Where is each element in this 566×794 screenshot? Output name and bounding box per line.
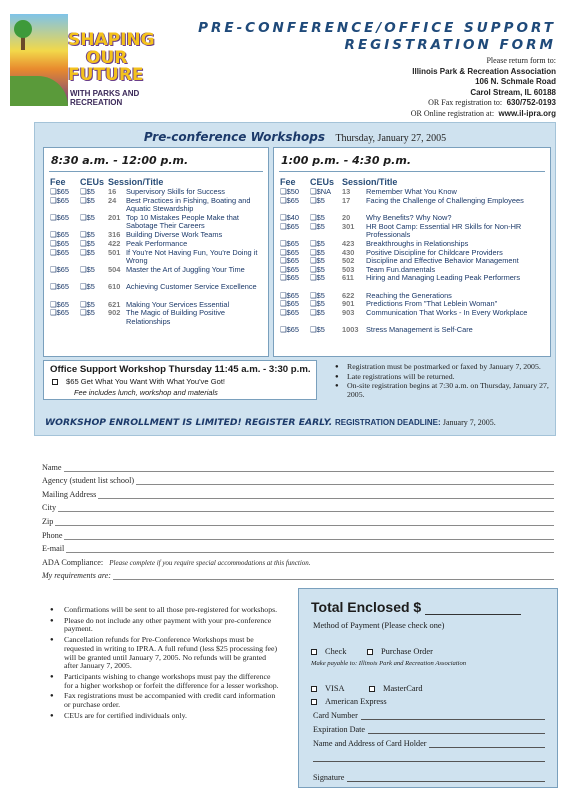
session-row [50,214,264,231]
signature-field[interactable] [313,773,545,782]
session-row [280,309,546,326]
requirements-line[interactable] [113,571,554,580]
session-number: 622 [342,290,355,300]
logo-tree-trunk [21,36,25,50]
form-title-line-1: PRE-CONFERENCE/OFFICE SUPPORT [198,20,556,36]
policy-item: ● Fax registrations must be accompanied with credit card information or purchase order. [48,692,280,709]
ada-field [42,553,554,567]
ceu-checkbox[interactable]: ❑$5 [310,299,325,309]
policy-item: ● CEUs are for certified individuals only. [48,712,280,721]
fee-checkbox[interactable]: ❑$65 [50,195,69,205]
visa-option[interactable] [311,684,345,693]
agency-label: Agency (student list school) [42,476,135,486]
session-title: Positive Discipline for Childcare Providers [366,247,503,257]
workshops-date: Thursday, January 27, 2005 [335,133,447,144]
card-number-field[interactable] [313,711,545,720]
fee-checkbox[interactable]: ❑$65 [280,247,299,257]
logo-word-2: OUR [86,48,128,68]
ceu-checkbox[interactable]: ❑$5 [310,212,325,222]
office-checkbox[interactable] [52,379,58,385]
session-number: 422 [108,238,121,248]
session-number: 903 [342,307,355,317]
session-number: 24 [108,195,117,205]
session-title: If You're Not Having Fun, You're Doing it Wrong [126,247,258,265]
afternoon-time: 1:00 p.m. - 4:30 p.m. [281,154,411,167]
ceu-checkbox[interactable]: ❑$5 [310,256,325,266]
expiration-label: Expiration Date [313,725,366,734]
tree-icon [14,20,32,38]
session-number: 16 [108,187,117,196]
online-url[interactable]: www.il-ipra.org [498,108,556,118]
session-row [280,274,546,291]
signature-label: Signature [313,773,345,782]
session-title: Why Benefits? Why Now? [366,212,452,222]
ceu-checkbox[interactable]: ❑$5 [80,308,95,318]
fee-checkbox[interactable]: ❑$65 [50,264,69,274]
session-number: 502 [342,256,355,266]
mastercard-label: MasterCard [383,684,423,693]
session-number: 1003 [342,325,359,335]
expiration-line[interactable] [368,725,545,734]
city-line[interactable] [58,503,554,512]
ceu-checkbox[interactable]: ❑$5 [80,230,95,240]
phone-field[interactable] [42,526,554,540]
session-number: 201 [108,212,121,222]
fee-checkbox[interactable]: ❑$65 [280,221,299,231]
amex-checkbox[interactable] [311,699,317,705]
total-amount-line[interactable] [425,603,521,615]
note-item: ● Registration must be postmarked or faxed by January 7, 2005. [333,363,553,372]
ada-note: Please complete if you require special accommodations at this function. [109,558,311,567]
visa-checkbox[interactable] [311,686,317,692]
col-fee: Fee [280,177,296,187]
policy-item: ● Please do not include any other payment with your pre-conference payment. [48,617,280,634]
fee-checkbox[interactable]: ❑$65 [280,264,299,274]
fee-checkbox[interactable]: ❑$65 [280,195,299,205]
mastercard-option[interactable] [369,684,423,693]
card-number-line[interactable] [361,711,545,720]
morning-session-list [50,188,264,326]
session-row [280,326,546,335]
session-title: Building Diverse Work Teams [126,230,223,240]
mastercard-checkbox[interactable] [369,686,375,692]
col-ceus: CEUs [310,177,335,187]
zip-label: Zip [42,516,54,526]
ceu-checkbox[interactable]: ❑$5 [80,282,95,292]
session-title: Remember What You Know [366,187,457,196]
fee-checkbox[interactable]: ❑$65 [50,247,69,257]
fee-checkbox[interactable]: ❑$50 [280,187,299,196]
payment-box [298,588,558,788]
ada-label: ADA Compliance: [42,557,104,567]
office-support-box [43,360,317,400]
logo-tagline: WITH PARKS AND RECREATION [70,89,140,107]
session-title: Predictions From "That Leblein Woman" [366,299,498,309]
deadline-label: REGISTRATION DEADLINE: [335,418,441,427]
fee-checkbox[interactable]: ❑$65 [50,212,69,222]
ceu-checkbox[interactable]: ❑$5 [80,264,95,274]
session-title: Best Practices in Fishing, Boating and Aquatic Stewardship [126,195,251,213]
workshop-panel-header [35,128,555,146]
fee-checkbox[interactable]: ❑$40 [280,212,299,222]
cardholder-label: Name and Address of Card Holder [313,739,427,748]
session-title: Peak Performance [126,238,188,248]
ceu-checkbox[interactable]: ❑$5 [310,195,325,205]
org-city: Carol Stream, IL 60188 [470,87,556,97]
office-line [52,377,225,386]
fee-checkbox[interactable]: ❑$65 [50,308,69,318]
session-title: Breakthroughs in Relationships [366,238,469,248]
session-title: Reaching the Generations [366,290,452,300]
org-name: Illinois Park & Recreation Association [412,66,556,76]
card-number-label: Card Number [313,711,358,720]
email-line[interactable] [66,544,554,553]
session-number: 501 [108,247,121,257]
session-number: 423 [342,238,355,248]
policy-item: ● Confirmations will be sent to all those pre-registered for workshops. [48,606,280,615]
check-label: Check [325,647,347,656]
po-option[interactable] [367,647,433,656]
session-number: 17 [342,195,351,205]
mailing-field[interactable] [42,485,554,499]
session-number: 610 [108,282,121,292]
session-row [50,309,264,326]
col-session: Session/Title [108,177,164,187]
email-field[interactable] [42,540,554,554]
ceu-checkbox[interactable]: ❑$NA [310,187,332,196]
fee-checkbox[interactable]: ❑$65 [280,256,299,266]
cardholder-address-line[interactable] [313,761,545,762]
amex-label: American Express [325,697,387,706]
phone-line[interactable] [64,531,554,540]
session-number: 503 [342,264,355,274]
logo-word-1: SHAPING [68,30,155,50]
col-session: Session/Title [342,177,398,187]
session-title: Stress Management is Self-Care [366,325,473,335]
ceu-checkbox[interactable]: ❑$5 [310,238,325,248]
fax-number: 630/752-0193 [506,98,556,107]
mailing-label: Mailing Address [42,489,97,499]
zip-line[interactable] [55,517,554,526]
check-checkbox[interactable] [311,649,317,655]
visa-label: VISA [325,684,345,693]
return-label: Please return form to: [486,56,556,65]
amex-option[interactable] [311,697,387,706]
ceu-checkbox[interactable]: ❑$5 [80,247,95,257]
signature-line[interactable] [347,773,545,782]
session-title: The Magic of Building Positive Relationships [126,308,226,326]
form-title [198,20,556,54]
office-includes: Fee includes lunch, workshop and materials [74,388,218,397]
session-number: 301 [342,221,355,231]
fee-checkbox[interactable]: ❑$65 [50,282,69,292]
ceu-checkbox[interactable]: ❑$5 [80,195,95,205]
afternoon-session-list [280,188,546,335]
form-title-line-2: REGISTRATION FORM [344,37,556,53]
session-title: Supervisory Skills for Success [126,187,225,196]
fee-checkbox[interactable]: ❑$65 [280,238,299,248]
registration-notes [333,363,553,400]
policy-bullets [48,606,280,722]
cardholder-field[interactable] [313,739,545,748]
ceu-checkbox[interactable]: ❑$5 [310,307,325,317]
session-row [50,266,264,283]
morning-time: 8:30 a.m. - 12:00 p.m. [51,154,189,167]
fee-checkbox[interactable]: ❑$65 [280,307,299,317]
agency-line[interactable] [136,476,554,485]
workshops-title: Pre-conference Workshops [143,130,325,144]
session-title: Communication That Works - In Every Workplace [366,307,528,317]
ceu-checkbox[interactable]: ❑$5 [310,325,325,335]
session-title: Master the Art of Juggling Your Time [126,264,245,274]
ceu-checkbox[interactable]: ❑$5 [310,273,325,283]
fee-checkbox[interactable]: ❑$65 [280,290,299,300]
agency-field[interactable] [42,472,554,486]
mailing-line[interactable] [98,490,554,499]
session-row [280,223,546,240]
ceu-checkbox[interactable]: ❑$5 [80,187,95,196]
office-title: $65 Get What You Want With What You've Got! [66,377,226,386]
online-label: OR Online registration at: [410,108,495,118]
ceu-checkbox[interactable]: ❑$5 [80,238,95,248]
session-title: Making Your Services Essential [126,299,230,309]
requirements-field[interactable] [42,567,554,581]
session-row [280,197,546,214]
fee-checkbox[interactable]: ❑$65 [280,299,299,309]
session-row [50,283,264,300]
city-label: City [42,503,57,513]
afternoon-session-box [273,147,551,357]
col-fee: Fee [50,177,66,187]
email-label: E-mail [42,544,65,554]
workshop-panel [34,122,556,436]
registration-deadline [335,418,496,427]
payment-method-label: Method of Payment (Please check one) [313,621,445,630]
session-row [50,249,264,266]
session-title: Top 10 Mistakes People Make that Sabotage Their Careers [126,212,239,231]
return-address [411,56,556,119]
fee-checkbox[interactable]: ❑$65 [50,230,69,240]
session-number: 901 [342,299,355,309]
phone-label: Phone [42,530,63,540]
name-label: Name [42,462,62,472]
online-line [411,109,556,120]
col-ceus: CEUs [80,177,105,187]
fee-checkbox[interactable]: ❑$65 [280,325,299,335]
name-line[interactable] [64,463,554,472]
session-number: 316 [108,230,121,240]
check-option[interactable] [311,647,346,656]
divider [49,171,263,172]
total-enclosed [311,599,521,615]
total-label: Total Enclosed $ [311,599,422,615]
cardholder-line[interactable] [429,739,545,748]
payable-note: Make payable to: Illinois Park and Recreation Association [311,660,467,667]
ceu-checkbox[interactable]: ❑$5 [310,221,325,231]
po-checkbox[interactable] [367,649,373,655]
deadline-date: January 7, 2005. [442,418,496,427]
fee-checkbox[interactable]: ❑$65 [50,238,69,248]
session-number: 611 [342,273,354,283]
name-field[interactable] [42,458,554,472]
ceu-checkbox[interactable]: ❑$5 [310,264,325,274]
policy-item: ● Cancellation refunds for Pre-Conference Workshops must be requested in writing to IPRA. A full refund (less $25 processing fee) will be granted until January 7, 2005. No refunds will be granted after January 7, 2005. [48,636,280,671]
note-item: ● Late registrations will be returned. [333,373,553,382]
fax-line [411,98,556,109]
session-title: Hiring and Managing Leading Peak Performers [366,273,521,283]
session-title: HR Boot Camp: Essential HR Skills for Non-HR Professionals [366,221,522,239]
session-title: Achieving Customer Service Excellence [126,282,257,292]
session-row [50,197,264,214]
session-number: 20 [342,212,351,222]
session-number: 430 [342,247,355,257]
ceu-checkbox[interactable]: ❑$5 [310,247,325,257]
ceu-checkbox[interactable]: ❑$5 [80,212,95,222]
note-item: ● On-site registration begins at 7:30 a.m. on Thursday, January 27, 2005. [333,382,553,399]
session-title: Team Fun.damentals [366,264,436,274]
session-number: 13 [342,187,351,196]
logo [10,14,166,106]
registrant-fields [42,458,554,580]
zip-field[interactable] [42,512,554,526]
ceu-checkbox[interactable]: ❑$5 [80,299,95,309]
fee-checkbox[interactable]: ❑$65 [50,299,69,309]
enrollment-limited-banner: WORKSHOP ENROLLMENT IS LIMITED! REGISTER EARLY. [45,417,333,428]
morning-session-box [43,147,269,357]
session-title: Discipline and Effective Behavior Management [366,256,519,266]
office-heading: Office Support Workshop Thursday 11:45 a.m. - 3:30 p.m. [50,364,311,375]
policy-item: ● Participants wishing to change workshops must pay the difference for a higher workshop or forfeit the difference for a lesser workshop. [48,673,280,690]
fee-checkbox[interactable]: ❑$65 [50,187,69,196]
requirements-label: My requirements are: [42,571,111,581]
expiration-field[interactable] [313,725,545,734]
logo-word-3: FUTURE [68,65,144,85]
session-number: 504 [108,264,121,274]
session-title: Facing the Challenge of Challenging Employees [366,195,524,205]
ceu-checkbox[interactable]: ❑$5 [310,290,325,300]
fax-label: OR Fax registration to: [428,98,503,107]
session-number: 902 [108,308,121,318]
org-street: 106 N. Schmale Road [475,77,556,86]
divider [279,171,545,172]
po-label: Purchase Order [381,647,433,656]
city-field[interactable] [42,499,554,513]
session-number: 621 [108,299,121,309]
fee-checkbox[interactable]: ❑$65 [280,273,299,283]
